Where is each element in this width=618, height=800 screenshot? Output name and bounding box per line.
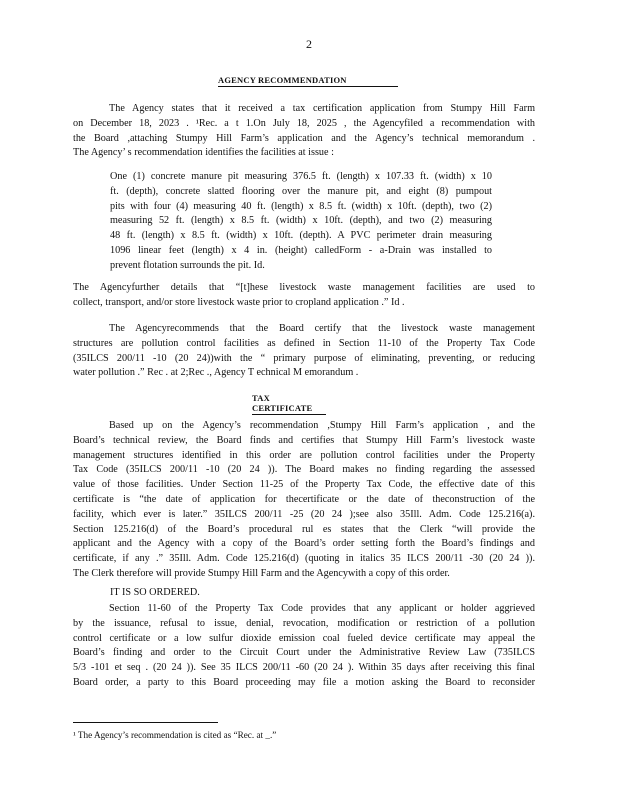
- text-line: measuring 52 ft. (length) x 8.5 ft. (width) x 10ft. (depth), and two (2) measuring: [110, 215, 492, 227]
- text-line: Board’s finding and order to the Circuit Court under the Administrative Review Law (735ILCS: [73, 647, 535, 659]
- text-line: control certificate or a low sulfur dioxide emission coal fueled device certificate may appeal the: [73, 632, 535, 644]
- facilities-block-quote: [110, 170, 492, 274]
- text-line: applicant and the Agency with a copy of the Board’s order setting forth the Board’s findings and: [73, 538, 535, 550]
- text-line: Board order, a party to this Board proceeding may file a motion asking the Board to reconsider: [73, 676, 535, 688]
- text-line: certificate is “the date of application for thecertificate or the date of theconstruction of the: [73, 493, 535, 505]
- text-line: The Agencyrecommends that the Board certify that the livestock waste management: [109, 323, 535, 334]
- text-line: facility, which ever is later.” 35ILCS 200/11 -25 (20 24 );see also 35Ill. Adm. Code 125.216(a).: [73, 508, 535, 520]
- tax-certificate-heading: TAX CERTIFICATE: [252, 393, 326, 415]
- footnote-1: ¹ The Agency’s recommendation is cited as “Rec. at _.”: [73, 730, 277, 740]
- agency-statement-paragraph: [73, 102, 535, 161]
- page-number: 2: [306, 37, 312, 51]
- text-line: The Agency’ s recommendation identifies the facilities at issue :: [73, 147, 334, 159]
- text-line: prevent flotation surrounds the pit. Id.: [110, 259, 265, 271]
- text-line: water pollution .” Rec . at 2;Rec ., Agency T echnical M emorandum .: [73, 367, 359, 379]
- text-line: value of those facilities. Under Section 11-25 of the Property Tax Code, the effective date of this: [73, 479, 535, 491]
- text-line: Tax Code (35ILCS 200/11 -10 (20 24 )). The Board makes no finding regarding the assessed: [73, 464, 535, 476]
- text-line: certificate, if any .” 35Ill. Adm. Code 125.216(d) (quoting in italics 35 ILCS 200/11 -30 (20 24 )).: [73, 553, 535, 565]
- text-line: ft. (depth), concrete slatted flooring over the manure pit, and eight (8) pumpout: [110, 185, 492, 197]
- text-line: collect, transport, and/or store livestock waste prior to cropland application .” Id .: [73, 296, 405, 308]
- text-line: Section 125.216(d) of the Board’s procedural rul es states that the Clerk “will provide the: [73, 523, 535, 535]
- text-line: (35ILCS 200/11 -10 (20 24))with the “ primary purpose of eliminating, preventing, or reducing: [73, 352, 535, 364]
- agency-details-paragraph: [73, 281, 535, 311]
- so-ordered-statement: IT IS SO ORDERED.: [110, 587, 200, 598]
- text-line: 5/3 -101 et seq . (20 24 )). See 35 ILCS 200/11 -60 (20 24 ). Within 35 days after receiving this final: [73, 662, 535, 674]
- text-line: Section 11-60 of the Property Tax Code provides that any applicant or holder aggrieved: [109, 603, 535, 614]
- text-line: management structures identified in this order are pollution control facilities under the Property: [73, 449, 535, 461]
- agency-recommends-paragraph: [73, 322, 535, 381]
- text-line: pits with four (4) measuring 40 ft. (length) x 8.5 ft. (width) x 10ft. (depth), two (2): [110, 200, 492, 212]
- text-line: The Agency states that it received a tax certification application from Stumpy Hill Farm: [109, 103, 535, 114]
- text-line: The Agencyfurther details that “[t]hese livestock waste management facilities are used to: [73, 282, 535, 293]
- agency-recommendation-heading: AGENCY RECOMMENDATION: [218, 75, 398, 87]
- text-line: by the issuance, refusal to issue, denial, revocation, modification or restriction of a pollution: [73, 617, 535, 629]
- appeal-rights-paragraph: [73, 602, 535, 691]
- board-findings-paragraph: [73, 419, 535, 582]
- text-line: One (1) concrete manure pit measuring 376.5 ft. (length) x 107.33 ft. (width) x 10: [110, 171, 492, 182]
- text-line: the Board ,attaching Stumpy Hill Farm’s application and the Agency’s technical memorandum .: [73, 132, 535, 144]
- text-line: on December 18, 2023 . ¹Rec. a t 1.On July 18, 2025 , the Agencyfiled a recommendation with: [73, 117, 535, 129]
- text-line: Based up on the Agency’s recommendation ,Stumpy Hill Farm’s application , and the: [109, 420, 535, 431]
- text-line: 1096 linear feet (length) x 4 in. (height) calledForm - a-Drain was installed to: [110, 244, 492, 256]
- footnote-divider: [73, 722, 218, 723]
- text-line: 48 ft. (length) x 8.5 ft. (width) x 10ft. (depth). A PVC perimeter drain measuring: [110, 230, 492, 242]
- text-line: structures are pollution control facilities as defined in Section 11-10 of the Property Tax Code: [73, 337, 535, 349]
- text-line: Board’s technical review, the Board finds and certifies that Stumpy Hill Farm’s livestock waste: [73, 434, 535, 446]
- text-line: The Clerk therefore will provide Stumpy Hill Farm and the Agencywith a copy of this order.: [73, 567, 450, 579]
